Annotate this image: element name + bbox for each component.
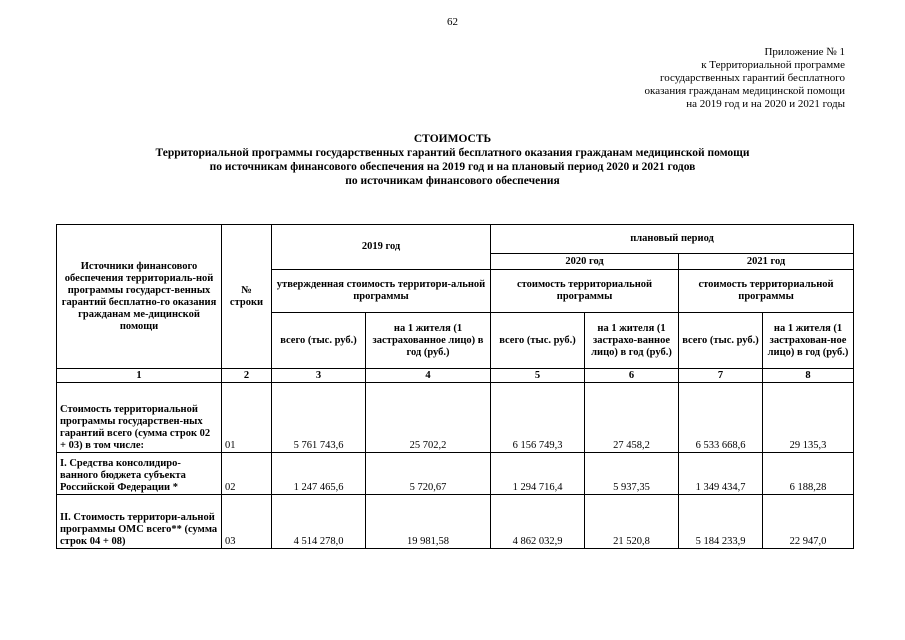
header-total-2021: всего (тыс. руб.)	[679, 313, 763, 369]
column-number: 5	[491, 369, 585, 383]
column-number: 2	[222, 369, 272, 383]
cost-table	[56, 224, 854, 549]
header-per-capita-2020: на 1 жителя (1 застрахо-ванное лицо) в год (руб.)	[585, 313, 679, 369]
header-source: Источники финансового обеспечения территориаль-ной программы государст-венных гарантий бесплатно-го оказания гражданам ме-дицинской помощи	[57, 225, 222, 369]
header-year-2021: 2021 год	[679, 254, 854, 270]
header-planned-period: плановый период	[491, 225, 854, 254]
page-number: 62	[447, 16, 458, 28]
header-total-2019: всего (тыс. руб.)	[272, 313, 366, 369]
row-code: 02	[222, 453, 272, 495]
document-heading	[0, 132, 905, 188]
table-row	[57, 453, 854, 495]
heading-line: по источникам финансового обеспечения на 2019 год и на плановый период 2020 и 2021 годов	[209, 161, 696, 173]
appendix-line: на 2019 год и на 2020 и 2021 годы	[686, 98, 845, 110]
value-cell: 1 349 434,7	[679, 453, 763, 495]
column-number: 3	[272, 369, 366, 383]
value-cell: 5 937,35	[585, 453, 679, 495]
table-row	[57, 495, 854, 549]
value-cell: 1 294 716,4	[491, 453, 585, 495]
row-code: 01	[222, 383, 272, 453]
value-cell: 29 135,3	[763, 383, 854, 453]
value-cell: 21 520,8	[585, 495, 679, 549]
value-cell: 22 947,0	[763, 495, 854, 549]
header-per-capita-2019: на 1 жителя (1 застрахованное лицо) в год (руб.)	[366, 313, 491, 369]
header-per-capita-2021: на 1 жителя (1 застрахован-ное лицо) в год (руб.)	[763, 313, 854, 369]
row-label: I. Средства консолидиро-ванного бюджета субъекта Российской Федерации *	[57, 453, 222, 495]
value-cell: 5 761 743,6	[272, 383, 366, 453]
header-approved-cost: утвержденная стоимость территори-альной программы	[272, 270, 491, 313]
value-cell: 6 533 668,6	[679, 383, 763, 453]
heading-line: по источникам финансового обеспечения	[345, 175, 560, 187]
column-number: 7	[679, 369, 763, 383]
value-cell: 6 156 749,3	[491, 383, 585, 453]
header-year-2020: 2020 год	[491, 254, 679, 270]
value-cell: 27 458,2	[585, 383, 679, 453]
header-row-number: № строки	[222, 225, 272, 369]
column-number: 6	[585, 369, 679, 383]
heading-title: СТОИМОСТЬ	[413, 133, 492, 145]
appendix-line: оказания гражданам медицинской помощи	[644, 85, 845, 97]
value-cell: 19 981,58	[366, 495, 491, 549]
appendix-line: Приложение № 1	[764, 46, 845, 58]
appendix-note	[645, 46, 845, 111]
value-cell: 25 702,2	[366, 383, 491, 453]
header-total-2020: всего (тыс. руб.)	[491, 313, 585, 369]
header-cost-2020: стоимость территориальной программы	[491, 270, 679, 313]
appendix-line: к Территориальной программе	[701, 59, 845, 71]
header-cost-2021: стоимость территориальной программы	[679, 270, 854, 313]
value-cell: 5 184 233,9	[679, 495, 763, 549]
value-cell: 4 514 278,0	[272, 495, 366, 549]
value-cell: 1 247 465,6	[272, 453, 366, 495]
column-number: 8	[763, 369, 854, 383]
value-cell: 6 188,28	[763, 453, 854, 495]
table-row	[57, 383, 854, 453]
row-code: 03	[222, 495, 272, 549]
header-year-2019: 2019 год	[272, 225, 491, 270]
row-label: Стоимость территориальной программы государствен-ных гарантий всего (сумма строк 02 + 03) в том числе:	[57, 383, 222, 453]
column-number: 1	[57, 369, 222, 383]
row-label: II. Стоимость территори-альной программы ОМС всего** (сумма строк 04 + 08)	[57, 495, 222, 549]
column-number-row	[57, 369, 854, 383]
value-cell: 5 720,67	[366, 453, 491, 495]
column-number: 4	[366, 369, 491, 383]
appendix-line: государственных гарантий бесплатного	[659, 72, 845, 84]
value-cell: 4 862 032,9	[491, 495, 585, 549]
heading-line: Территориальной программы государственных гарантий бесплатного оказания гражданам медицинской помощи	[155, 147, 750, 159]
